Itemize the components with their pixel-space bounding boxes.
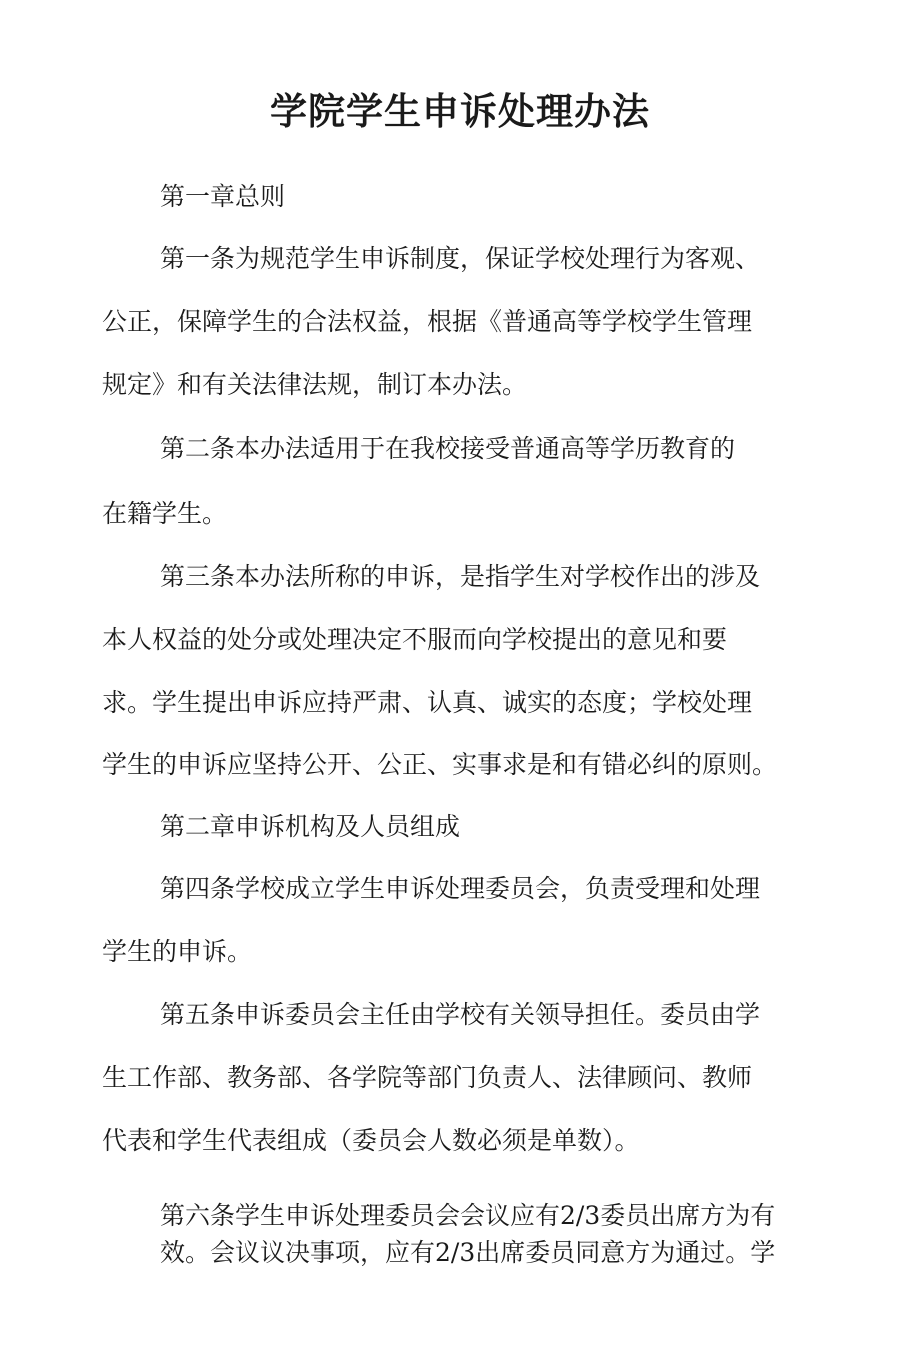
paragraph-line: 第三条本办法所称的申诉，是指学生对学校作出的涉及: [160, 562, 761, 591]
paragraph-line: 代表和学生代表组成（委员会人数必须是单数）。: [102, 1126, 640, 1155]
paragraph-line: 第六条学生申诉处理委员会会议应有2/3委员出席方为有: [160, 1201, 776, 1230]
paragraph-line: 求。学生提出申诉应持严肃、认真、诚实的态度；学校处理: [102, 688, 753, 717]
chapter-heading: 第二章申诉机构及人员组成: [160, 812, 461, 841]
paragraph-line: 本人权益的处分或处理决定不服而向学校提出的意见和要: [102, 625, 728, 654]
paragraph-line: 第二条本办法适用于在我校接受普通高等学历教育的: [160, 434, 736, 463]
paragraph-line: 学生的申诉应坚持公开、公正、实事求是和有错必纠的原则。: [102, 750, 778, 779]
document-title: 学院学生申诉处理办法: [270, 90, 650, 133]
paragraph-line: 生工作部、教务部、各学院等部门负责人、法律顾问、教师: [102, 1063, 753, 1092]
paragraph-line: 公正，保障学生的合法权益，根据《普通高等学校学生管理: [102, 307, 753, 336]
chapter-heading: 第一章总则: [160, 182, 286, 211]
paragraph-line: 规定》和有关法律法规，制订本办法。: [102, 370, 528, 399]
paragraph-line: 在籍学生。: [102, 499, 228, 528]
paragraph-line: 第一条为规范学生申诉制度，保证学校处理行为客观、: [160, 244, 761, 273]
paragraph-line: 第五条申诉委员会主任由学校有关领导担任。委员由学: [160, 1000, 761, 1029]
paragraph-line: 效。会议议决事项，应有2/3出席委员同意方为通过。学: [160, 1238, 776, 1267]
paragraph-line: 第四条学校成立学生申诉处理委员会，负责受理和处理: [160, 874, 761, 903]
paragraph-line: 学生的申诉。: [102, 937, 253, 966]
